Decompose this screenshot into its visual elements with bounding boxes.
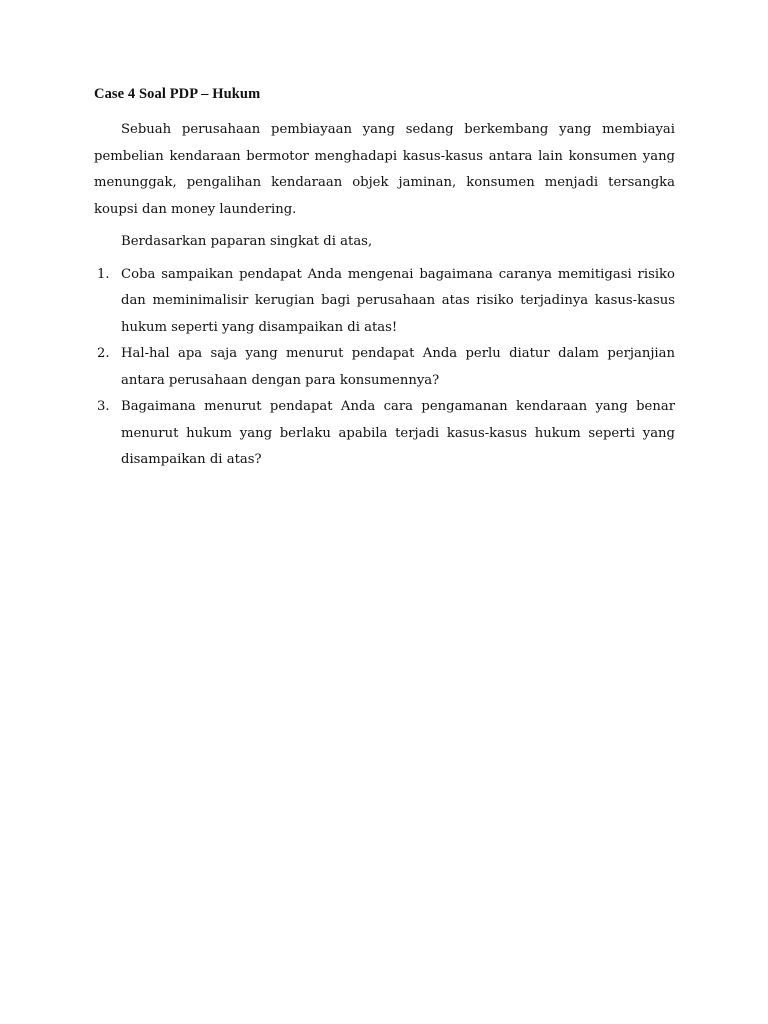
question-item [94,341,675,394]
question-item [94,394,675,474]
intro-paragraph: Sebuah perusahaan pembiayaan yang sedang berkembang yang membiayai pembelian kendaraan bermotor menghadapi kasus-kasus antara lain konsumen yang menunggak, pengalihan kendaraan objek jaminan, konsumen menjadi tersangka koupsi dan money laundering. [94,122,675,217]
question-text: Bagaimana menurut pendapat Anda cara pengamanan kendaraan yang benar menurut hukum yang berlaku apabila terjadi kasus-kasus hukum seperti yang disampaikan di atas? [121,399,675,467]
question-list [94,262,675,474]
question-number: 1. [97,266,110,282]
question-text: Coba sampaikan pendapat Anda mengenai bagaimana caranya memitigasi risiko dan meminimalisir kerugian bagi perusahaan atas risiko terjadinya kasus-kasus hukum seperti yang disampaikan di atas! [121,266,675,335]
document-body [94,86,675,474]
lead-in-paragraph: Berdasarkan paparan singkat di atas, [121,234,373,249]
question-number: 2. [97,346,110,361]
question-text: Hal-hal apa saja yang menurut pendapat Anda perlu diatur dalam perjanjian antara perusahaan dengan para konsumennya? [121,346,675,388]
question-number: 3. [97,399,110,414]
document-title: Case 4 Soal PDP – Hukum [94,86,261,102]
question-item [94,262,675,342]
